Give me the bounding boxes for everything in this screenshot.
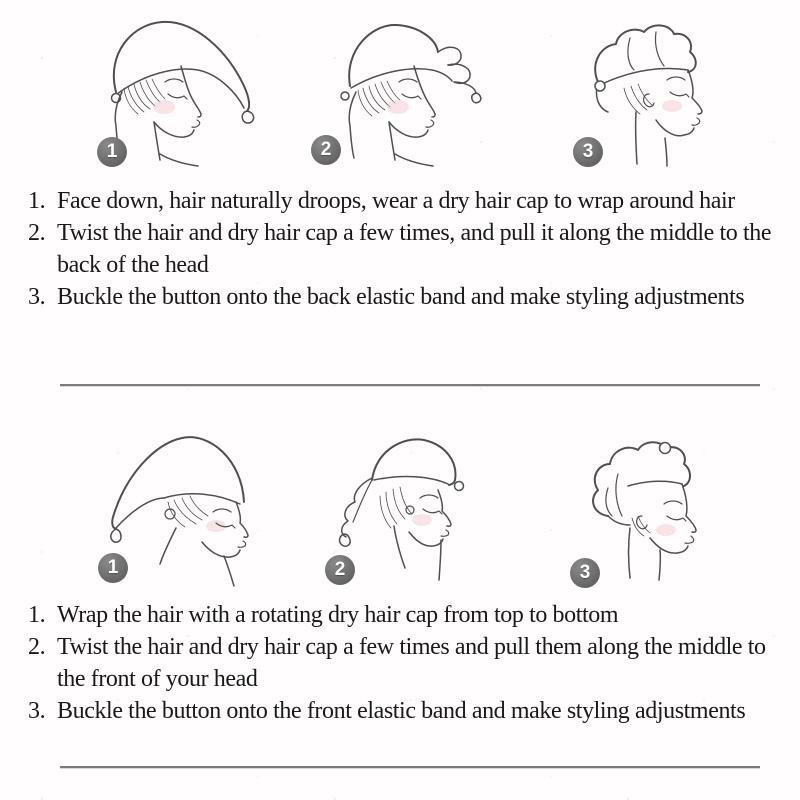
item-number: 2. — [28, 634, 46, 660]
step-badge-2: 2 — [325, 555, 355, 585]
step-badge-3: 3 — [573, 137, 603, 167]
instructions-back-method — [28, 185, 773, 313]
step-badge-1: 1 — [97, 137, 127, 167]
face-drawing — [629, 484, 697, 580]
instruction-item — [28, 695, 773, 727]
item-number: 2. — [28, 220, 46, 246]
item-number: 3. — [28, 284, 46, 310]
instruction-item — [28, 185, 773, 217]
step-badge-1: 1 — [98, 553, 128, 583]
section-divider — [60, 384, 760, 387]
face-drawing — [636, 70, 702, 166]
face-drawing — [349, 66, 435, 166]
turban-drawing — [593, 442, 690, 525]
item-text: Face down, hair naturally droops, wear a dry hair cap to wrap around hair — [57, 188, 735, 214]
instruction-item — [28, 281, 773, 313]
instructions-front-method — [28, 599, 773, 727]
hair-strands — [624, 84, 653, 114]
illustration-bottom-step1 — [58, 418, 298, 598]
item-text: Twist the hair and dry hair cap a few times, and pull it along the middle to the back of the head — [57, 220, 772, 278]
section-divider — [60, 766, 760, 769]
step-badge-3: 3 — [570, 558, 600, 588]
step-badge-2: 2 — [311, 135, 341, 165]
instruction-item — [28, 631, 773, 695]
item-number: 3. — [28, 698, 46, 724]
face-drawing — [394, 490, 451, 580]
illustration-top-step3 — [536, 8, 756, 173]
cap-drawing — [341, 25, 481, 103]
item-number: 1. — [28, 188, 46, 214]
item-text: Wrap the hair with a rotating dry hair cap from top to bottom — [57, 602, 619, 628]
turban-drawing — [595, 25, 696, 112]
item-text: Buckle the button onto the back elastic band and make styling adjustments — [57, 284, 745, 310]
instruction-item — [28, 217, 773, 281]
item-number: 1. — [28, 602, 46, 628]
item-text: Buckle the button onto the front elastic band and make styling adjustments — [57, 698, 746, 724]
item-text: Twist the hair and dry hair cap a few times and pull them along the middle to the front of your head — [57, 634, 766, 692]
face-drawing — [115, 66, 201, 166]
illustration-top-step1 — [48, 8, 278, 173]
instruction-item — [28, 599, 773, 631]
